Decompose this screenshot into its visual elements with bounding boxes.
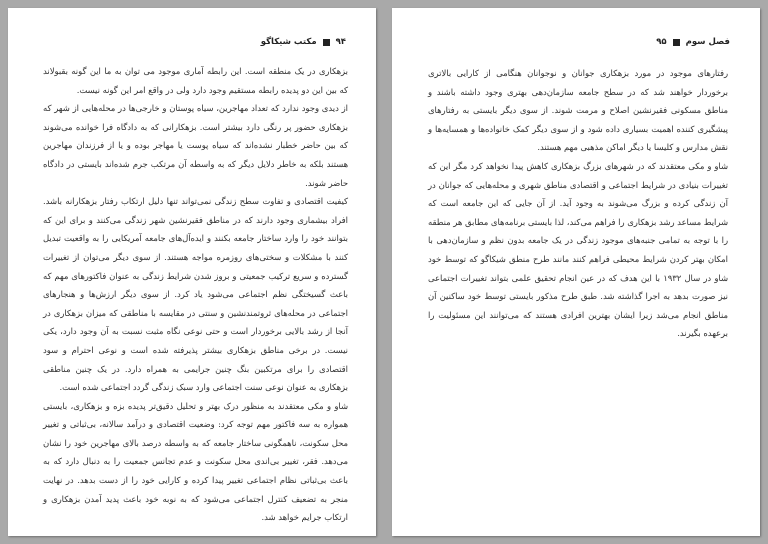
right-page <box>392 8 760 536</box>
left-page-body <box>43 62 348 527</box>
left-page-number: ۹۴ <box>335 37 346 47</box>
paragraph: شاو و مکی معتقدند که در شهرهای بزرگ بزهکاری کاهش پیدا نخواهد کرد مگر این که تغییرات بنیادی در شرایط اجتماعی و اقتصادی مناطق شهری و محله‌هایی که جوانان در آن زندگی کرده و بزرگ می‌شوند به وجود آید. از آن جایی که این جامعه است که شرایط مساعد رشد بزهکاری را فراهم می‌کند، لذا بایستی برنامه‌های مطابق هر منطقه را با توجه به تمامی جنبه‌های موجود زندگی در یک جامعه بدون نظم و سازمان‌دهی با امکان بهتر کردن شرایط محیطی فراهم کنند مانند طرح منطق شیکاگو که توسط خود شاو در سال ۱۹۳۲ با این هدف که در عین انجام تحقیق علمی بتواند تغییرات اجتماعی نیز صورت بدهد به اجرا گذاشته شد. طبق طرح مذکور بایستی توسط خود ساکنین آن مناطق انجام می‌شد زیرا ایشان بهترین افرادی هستند که می‌توانند این مسئولیت را برعهده بگیرند. <box>428 160 728 339</box>
right-page-body <box>428 64 728 343</box>
paragraph: کیفیت اقتصادی و تفاوت سطح زندگی نمی‌تواند تنها دلیل ارتکاب رفتار بزهکارانه باشد. افراد بیشماری وجود دارند که در مناطق فقیرنشین شهر زندگی می‌کنند و برای این که بتوانند خود را وارد ساختار جامعه بکنند و ایده‌آل‌های جامعه آمریکایی را به واقعیت تبدیل کنند با مشکلات و سختی‌های روزمره مواجه هستند. از سوی دیگر می‌توان از تغییرات گسترده و سریع ترکیب جمعیتی و بروز شدن شرایط زندگی به عنوان فاکتورهای مهم که باعث گسیختگی نظم اجتماعی می‌شود یاد کرد. از سوی دیگر ارزش‌ها و هنجارهای اجتماعی در محله‌های ثروتمندنشین و سنتی در مقایسه با مناطقی که میزان بزهکاری در آنجا از رشد بالایی برخوردار است و حتی نوعی نگاه مثبت نسبت به آن وجود دارد، یکی نیست. در برخی مناطق بزهکاری بیشتر پذیرفته شده است و نوعی احترام و سود اقتصادی را برای مرتکبین بنگ چنین جرایمی به همراه دارد. در یک چنین مناطقی بزهکاری به عنوان نوعی سنت اجتماعی وارد سبک زندگی گردد اجتماعی شده است. <box>43 196 348 393</box>
paragraph: شاو و مکی معتقدند به منظور درک بهتر و تحلیل دقیق‌تر پدیده بزه و بزهکاری، بایستی همواره به سه فاکتور مهم توجه کرد: وضعیت اقتصادی و درآمد سالانه، بی‌ثباتی و تغییر محل سکونت، ناهمگونی ساختار جامعه که به واسطه درصد بالای مهاجرین خود را نشان می‌دهد. فقر، تغییر بی‌اندی محل سکونت و عدم تجانس جمعیت را به دنبال دارد که به باعث بی‌ثباتی نظام اجتماعی تغییر پیدا کرده و کارایی خود را از دست بدهد. در نهایت منجر به تضعیف کنترل اجتماعی می‌شود که به نوبه خود باعث پدید آمدن بزهکاری و ارتکاب جرایم خواهد شد. <box>43 400 348 523</box>
paragraph: بزهکاری در یک منطقه است. این رابطه آماری موجود می توان به ما این گونه بقبولاند که بین این دو پدیده رابطه مستقیم وجود دارد ولی در واقع امر این گونه نیست. <box>43 66 348 95</box>
right-running-head: فصل سوم <box>685 37 730 47</box>
paragraph: رفتارهای موجود در مورد بزهکاری جوانان و نوجوانان هنگامی از کارایی بالاتری برخوردار خواهند شد که در سطح جامعه سازمان‌دهی بهتری وجود داشته باشند و مناطق مسکونی فقیرنشین اصلاح و مرمت شوند. از سوی دیگر بایستی به رفتارهای پیشگیری کننده اهمیت بسیاری داده شود و از سوی دیگر کمک خانواده‌ها و همسایه‌ها و نقش مدارس و کلیسا یا دیگر اماکن مذهبی مهم هستند. <box>428 68 728 153</box>
right-page-header <box>656 34 730 50</box>
paragraph: از دیدی وجود ندارد که تعداد مهاجرین، سیاه پوستان و خارجی‌ها در محله‌هایی از شهر که بزهکاری حضور پر رنگی دارد بیشتر است. بزهکارانی که به دادگاه فرا خوانده می‌شوند که بین حاضر خطبار نشده‌اند که سیاه پوست یا مهاجر بوده و یا از فرزندان مهاجرین هستند بلکه به خاطر دلایل دیگر که به واسطه آن مرتکب جرم شده‌اند بایستی در دادگاه حاضر شوند. <box>43 103 348 188</box>
left-running-head: مکتب شیکاگو <box>260 37 317 47</box>
square-icon <box>673 39 680 46</box>
left-page-header <box>261 34 346 50</box>
left-page <box>8 8 376 536</box>
square-icon <box>323 39 330 46</box>
right-page-number: ۹۵ <box>656 37 667 47</box>
